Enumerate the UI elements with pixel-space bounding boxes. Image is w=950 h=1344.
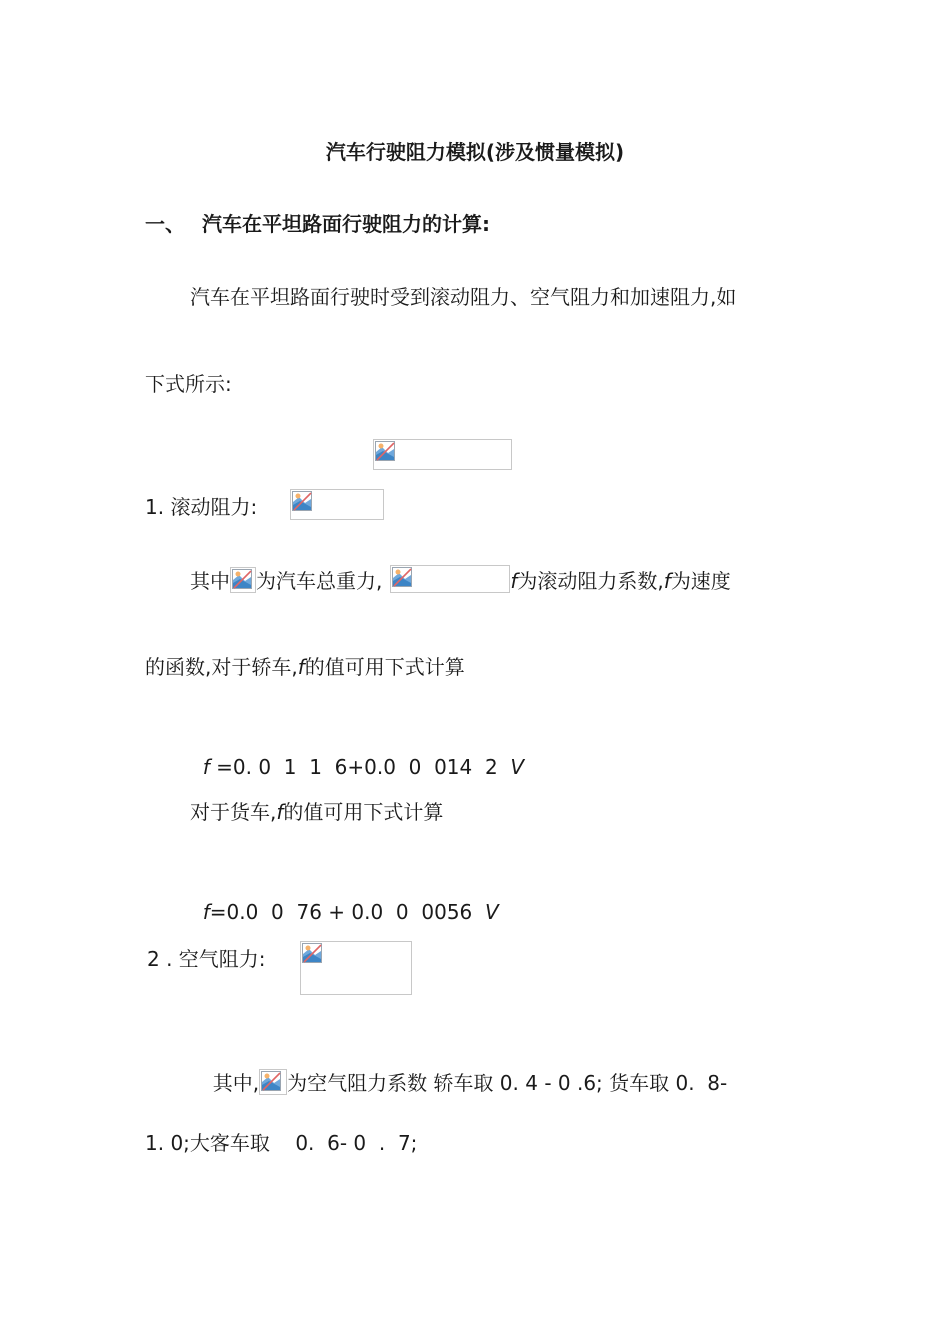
air-resistance-desc-line-2: 1. 0;大客车取 0. 6- 0 . 7; bbox=[145, 1131, 418, 1155]
intro-line-2: 下式所示: bbox=[145, 372, 232, 396]
section-heading: 汽车在平坦路面行驶阻力的计算: bbox=[202, 212, 490, 236]
desc-text: 为空气阻力系数 轿车取 0. 4 - 0 .6; 货车取 0. 8- bbox=[287, 1071, 728, 1095]
document-title: 汽车行驶阻力模拟(涉及惯量模拟) bbox=[325, 140, 625, 164]
rolling-resistance-label: 1. 滚动阻力: bbox=[145, 495, 258, 519]
section-number: 一、 bbox=[145, 212, 185, 236]
air-resistance-formula-image bbox=[300, 941, 412, 995]
gravity-symbol-image bbox=[230, 567, 256, 593]
formula-text: =0.0 0 76 + 0.0 0 0056 bbox=[209, 900, 485, 924]
desc-text: 为速度 bbox=[670, 569, 731, 593]
rolling-resistance-formula-image bbox=[290, 489, 384, 520]
gravity-formula-image bbox=[390, 565, 510, 593]
broken-image-icon bbox=[292, 491, 312, 511]
rolling-resistance-desc-line-1 bbox=[190, 565, 731, 595]
desc-text: 为汽车总重力, bbox=[256, 569, 383, 593]
truck-formula bbox=[190, 870, 499, 926]
total-resistance-formula-image bbox=[373, 439, 512, 470]
var-v: V bbox=[510, 755, 525, 779]
broken-image-icon bbox=[375, 441, 395, 461]
desc-text: 的值可用下式计算 bbox=[304, 655, 465, 679]
desc-text: 对于货车, bbox=[190, 800, 277, 824]
air-resistance-label: 2 . 空气阻力: bbox=[147, 947, 266, 971]
car-formula bbox=[190, 725, 524, 781]
var-f: f bbox=[202, 900, 210, 924]
desc-text: 其中, bbox=[212, 1071, 260, 1095]
broken-image-icon bbox=[261, 1071, 281, 1091]
broken-image-icon bbox=[302, 943, 322, 963]
var-f: f bbox=[663, 569, 671, 593]
var-f: f bbox=[276, 800, 284, 824]
drag-coefficient-symbol-image bbox=[259, 1069, 287, 1095]
var-v: V bbox=[484, 900, 499, 924]
formula-text: =0. 0 1 1 6+0.0 0 014 2 bbox=[209, 755, 511, 779]
intro-line-1: 汽车在平坦路面行驶时受到滚动阻力、空气阻力和加速阻力,如 bbox=[190, 285, 737, 309]
broken-image-icon bbox=[232, 569, 252, 589]
desc-text: 为滚动阻力系数, bbox=[517, 569, 664, 593]
rolling-resistance-desc-line-2 bbox=[145, 653, 465, 681]
truck-intro bbox=[190, 798, 443, 826]
desc-text: 的值可用下式计算 bbox=[283, 800, 444, 824]
broken-image-icon bbox=[392, 567, 412, 587]
var-f: f bbox=[202, 755, 210, 779]
var-f: f bbox=[510, 569, 518, 593]
var-f: f bbox=[297, 655, 305, 679]
air-resistance-desc-line-1 bbox=[200, 1041, 727, 1097]
desc-text: 的函数,对于轿车, bbox=[145, 655, 298, 679]
desc-text: 其中 bbox=[190, 569, 230, 593]
